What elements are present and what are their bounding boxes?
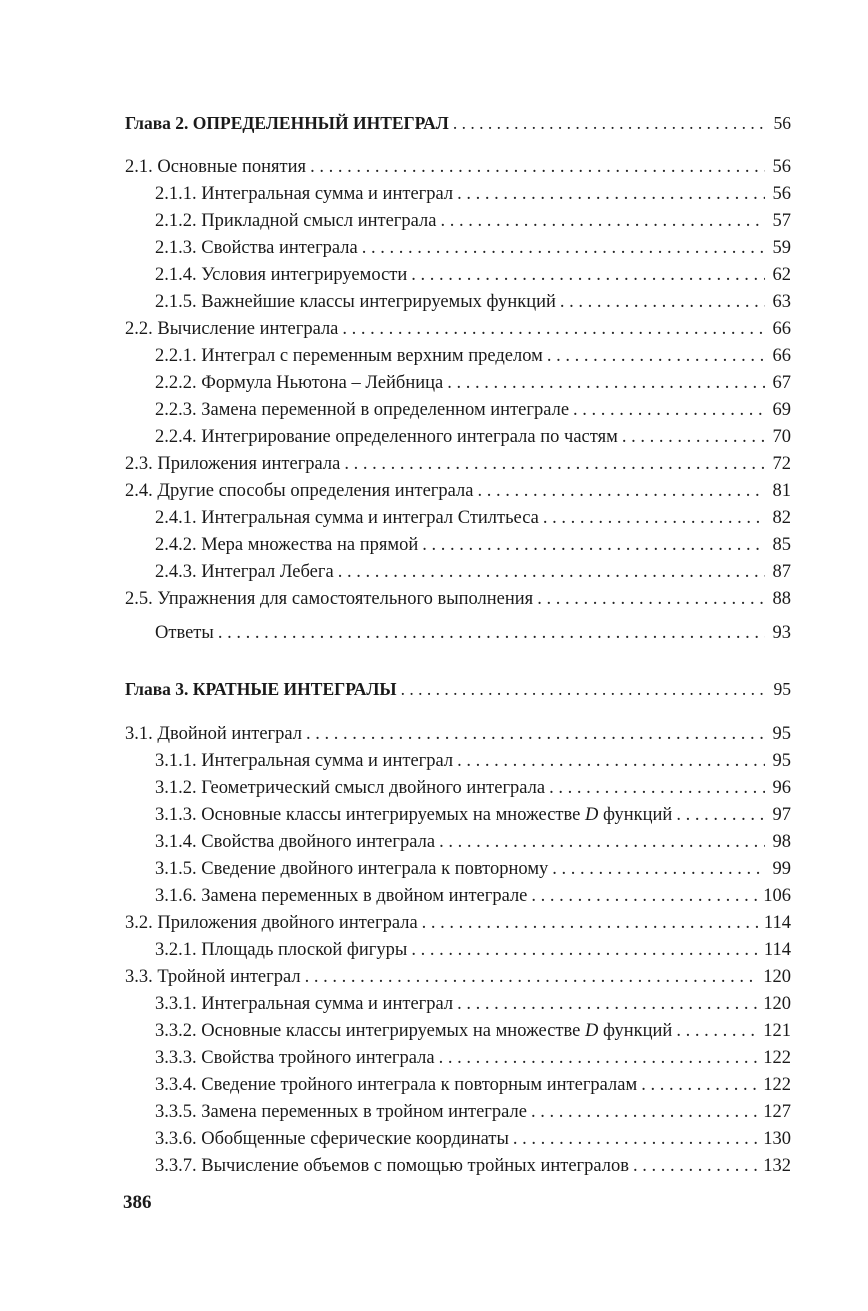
dot-leader [338,558,765,586]
toc-entry-title: 3.3.1. Интегральная сумма и интеграл [155,994,454,1014]
dot-leader [549,774,765,802]
dot-leader [411,261,765,289]
toc-entry-title: 3.3.6. Обобщенные сферические координаты [155,1129,509,1149]
toc-entry-3-3-4[interactable] [155,1071,791,1099]
toc-entry-title: 3.2.1. Площадь плоской фигуры [155,940,408,960]
toc-entry-answers[interactable] [155,619,791,647]
toc-chapter-title: Глава 2. ОПРЕДЕЛЕННЫЙ ИНТЕГРАЛ [125,113,449,133]
toc-entry-title: 3.3.7. Вычисление объемов с помощью тройных интегралов [155,1156,629,1176]
toc-page-number: 56 [773,113,791,133]
toc-page-number: 114 [763,940,791,960]
toc-entry-3-2[interactable] [125,909,791,937]
toc-entry-title: 3.2. Приложения двойного интеграла [125,913,418,933]
toc-page-number: 66 [772,346,791,366]
title-text: 3.3.2. Основные классы интегрируемых на множестве [155,1021,585,1041]
toc-entry-2-4[interactable] [125,477,791,505]
dot-leader [362,234,765,262]
toc-entry-3-3-3[interactable] [155,1044,791,1072]
toc-entry-2-2-2[interactable] [155,369,791,397]
dot-leader [676,801,765,829]
toc-page-number: 88 [772,589,791,609]
dot-leader [306,720,765,748]
toc-entry-title: 3.3.3. Свойства тройного интеграла [155,1048,435,1068]
toc-entry-3-3-6[interactable] [155,1125,791,1153]
dot-leader [305,963,758,991]
toc-page-number: 114 [763,913,791,933]
toc-page-number: 95 [773,679,791,699]
toc-page-number: 57 [772,211,791,231]
toc-page-number: 95 [772,724,791,744]
dot-leader [676,1017,757,1045]
dot-leader [457,990,757,1018]
toc-entry-3-2-1[interactable] [155,936,791,964]
toc-entry-3-3-5[interactable] [155,1098,791,1126]
toc-page-number: 97 [772,805,791,825]
toc-entry-title: 2.2.1. Интеграл с переменным верхним пределом [155,346,543,366]
toc-entry-3-3[interactable] [125,963,791,991]
toc-page-number: 120 [763,967,791,987]
dot-leader [342,315,765,343]
toc-page-number: 127 [763,1102,791,1122]
dot-leader [552,855,765,883]
toc-page-number: 85 [772,535,791,555]
toc-chapter-title: Глава 3. КРАТНЫЕ ИНТЕГРАЛЫ [125,679,397,699]
toc-page-number: 99 [772,859,791,879]
toc-page-number: 96 [772,778,791,798]
toc-entry-3-1-1[interactable] [155,747,791,775]
toc-entry-2-1-2[interactable] [155,207,791,235]
title-text: 3.1.3. Основные классы интегрируемых на множестве [155,805,585,825]
toc-page-number: 66 [772,319,791,339]
toc-entry-title: 2.4. Другие способы определения интеграла [125,481,474,501]
toc-entry-title: 2.1.5. Важнейшие классы интегрируемых функций [155,292,556,312]
dot-leader [218,619,765,647]
toc-entry-title: 2.4.2. Мера множества на прямой [155,535,419,555]
toc-entry-2-4-1[interactable] [155,504,791,532]
toc-page-number: 62 [772,265,791,285]
toc-page-number: 130 [763,1129,791,1149]
toc-entry-title: 3.1.6. Замена переменных в двойном интеграле [155,886,528,906]
dot-leader [560,288,765,316]
toc-entry-3-1-2[interactable] [155,774,791,802]
toc-page-number: 56 [772,184,791,204]
dot-leader [401,675,765,703]
toc-page-number: 70 [772,427,791,447]
toc-entry-title: 2.4.1. Интегральная сумма и интеграл Стилтьеса [155,508,539,528]
dot-leader [457,180,765,208]
toc-entry-2-2-1[interactable] [155,342,791,370]
toc-entry-2-5[interactable] [125,585,791,613]
toc-entry-2-2-4[interactable] [155,423,791,451]
toc-page-number: 93 [772,623,791,643]
toc-entry-title: 2.4.3. Интеграл Лебега [155,562,334,582]
toc-entry-title: 3.3.5. Замена переменных в тройном интеграле [155,1102,527,1122]
toc-entry-title [155,1017,676,1045]
toc-page-number: 67 [772,373,791,393]
dot-leader [440,207,765,235]
dot-leader [439,828,765,856]
toc-entry-title [155,801,676,829]
toc-entry-title: 2.2.2. Формула Ньютона – Лейбница [155,373,444,393]
toc-entry-2-1-1[interactable] [155,180,791,208]
toc-entry-title: 3.3. Тройной интеграл [125,967,301,987]
toc-entry-title: 3.1.2. Геометрический смысл двойного интеграла [155,778,546,798]
toc-entry-title: 2.1.4. Условия интегрируемости [155,265,408,285]
toc-entry-3-3-7[interactable] [155,1152,791,1180]
toc-entry-title: 2.1.3. Свойства интеграла [155,238,358,258]
set-variable: D [584,1021,599,1041]
toc-entry-2-1[interactable] [125,153,791,181]
toc-entry-3-1-3[interactable] [155,801,791,829]
page-footer-number: 386 [123,1192,152,1213]
toc-entry-3-1-4[interactable] [155,828,791,856]
dot-leader [439,1044,758,1072]
toc-page-number: 132 [763,1156,791,1176]
dot-leader [573,396,765,424]
toc-entry-title: 3.3.4. Сведение тройного интеграла к повторным интегралам [155,1075,638,1095]
toc-entry-title: 2.3. Приложения интеграла [125,454,341,474]
toc-entry-2-1-5[interactable] [155,288,791,316]
toc-page-number: 121 [763,1021,791,1041]
toc-chapter-2[interactable] [125,109,791,137]
dot-leader [537,585,765,613]
dot-leader [411,936,758,964]
toc-entry-2-4-2[interactable] [155,531,791,559]
toc-page-number: 81 [772,481,791,501]
dot-leader [513,1125,757,1153]
toc-entry-3-1-6[interactable] [155,882,791,910]
toc-page-number: 82 [772,508,791,528]
set-variable: D [584,805,599,825]
toc-entry-3-3-1[interactable] [155,990,791,1018]
dot-leader [641,1071,757,1099]
toc-entry-3-1-5[interactable] [155,855,791,883]
toc-entry-title: 2.2.4. Интегрирование определенного интеграла по частям [155,427,618,447]
toc-entry-2-1-3[interactable] [155,234,791,262]
toc-page-number: 120 [763,994,791,1014]
toc-entry-title: 2.2. Вычисление интеграла [125,319,339,339]
toc-entry-title: 3.1.5. Сведение двойного интеграла к повторному [155,859,549,879]
toc-entry-2-1-4[interactable] [155,261,791,289]
toc-page-number: 106 [763,886,791,906]
dot-leader [344,450,765,478]
toc-entry-2-4-3[interactable] [155,558,791,586]
title-text: функций [598,805,673,825]
dot-leader [310,153,765,181]
toc-page-number: 72 [772,454,791,474]
toc-page-number: 87 [772,562,791,582]
toc-page-number: 63 [772,292,791,312]
toc-entry-title: 2.1. Основные понятия [125,157,307,177]
toc-entry-title: 2.1.1. Интегральная сумма и интеграл [155,184,454,204]
toc-page-number: 59 [772,238,791,258]
toc-entry-title: 3.1.1. Интегральная сумма и интеграл [155,751,454,771]
dot-leader [633,1152,757,1180]
dot-leader [457,747,765,775]
toc-entry-title: 2.1.2. Прикладной смысл интеграла [155,211,437,231]
toc-entry-2-2[interactable] [125,315,791,343]
toc-page-number: 122 [763,1048,791,1068]
title-text: функций [598,1021,673,1041]
dot-leader [477,477,765,505]
dot-leader [543,504,765,532]
dot-leader [453,109,765,137]
toc-chapter-3[interactable] [125,675,791,703]
toc-entry-2-3[interactable] [125,450,791,478]
toc-page-number: 122 [763,1075,791,1095]
toc-page-number: 56 [772,157,791,177]
dot-leader [422,531,765,559]
toc-entry-title: 2.5. Упражнения для самостоятельного выполнения [125,589,534,609]
dot-leader [531,882,757,910]
dot-leader [422,909,758,937]
dot-leader [531,1098,757,1126]
toc-page-number: 95 [772,751,791,771]
toc-entry-3-1[interactable] [125,720,791,748]
dot-leader [447,369,765,397]
dot-leader [547,342,765,370]
toc-page-number: 98 [772,832,791,852]
toc-entry-title: 3.1.4. Свойства двойного интеграла [155,832,436,852]
toc-entry-title: 2.2.3. Замена переменной в определенном интеграле [155,400,570,420]
toc-entry-title: Ответы [155,623,214,643]
toc-entry-title: 3.1. Двойной интеграл [125,724,302,744]
toc-entry-3-3-2[interactable] [155,1017,791,1045]
toc-entry-2-2-3[interactable] [155,396,791,424]
dot-leader [622,423,765,451]
toc-page-number: 69 [772,400,791,420]
